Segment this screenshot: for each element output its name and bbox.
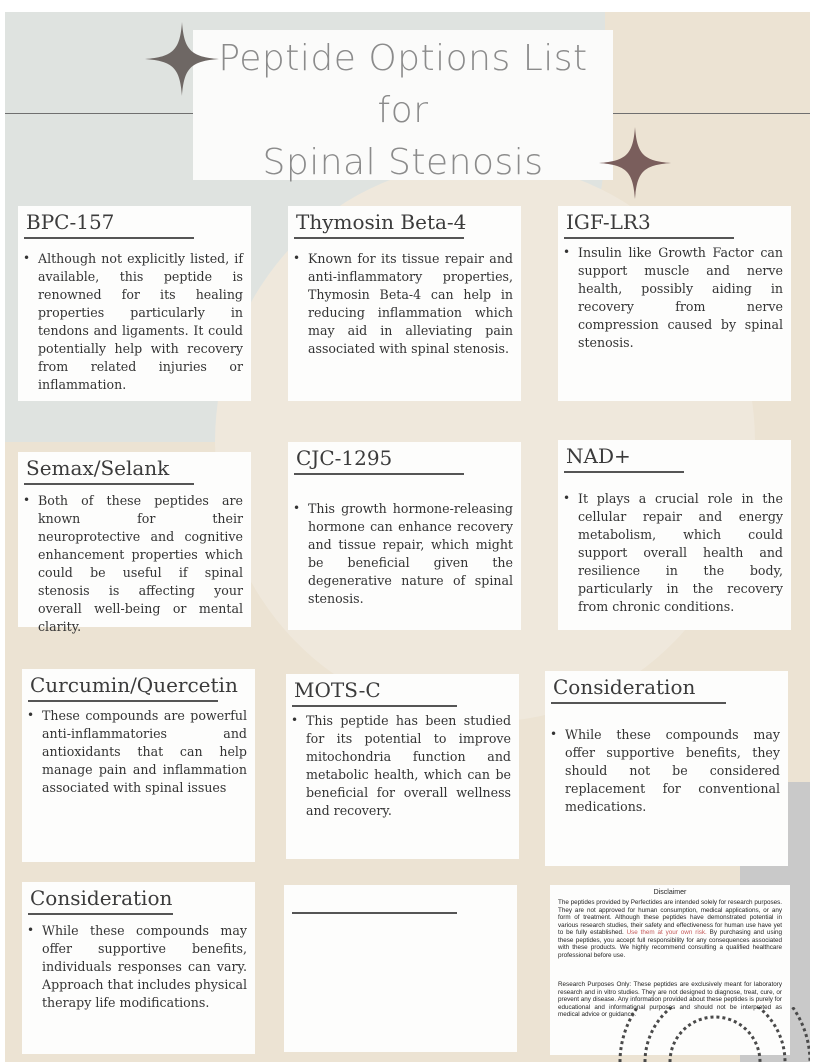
bullet-icon: • — [23, 251, 31, 265]
heading-underline — [28, 913, 173, 915]
heading-underline — [28, 700, 218, 702]
card-heading: Consideration — [553, 675, 696, 699]
bullet-icon: • — [291, 713, 299, 727]
peptide-card — [558, 440, 791, 630]
heading-underline — [294, 237, 464, 239]
heading-underline — [564, 471, 684, 473]
title-line-2: for — [377, 90, 429, 131]
card-text: • Although not explicitly listed, if available, this peptide is renowned for its healing properties particularly in tendons and ligaments. It could potentially help with recovery from related injuries or inflammation. — [23, 251, 243, 392]
four-point-star-icon — [599, 127, 671, 199]
card-text: • This peptide has been studied for its potential to improve mitochondria function and metabolic health, which can be beneficial for overall wellness and recovery. — [291, 713, 511, 818]
heading-underline — [292, 912, 457, 914]
consideration-card — [545, 671, 788, 866]
card-heading: BPC-157 — [26, 210, 115, 234]
card-heading: Curcumin/Quercetin — [30, 673, 238, 697]
bullet-icon: • — [293, 251, 301, 265]
title-line-1: Peptide Options List — [218, 38, 588, 79]
card-heading: NAD+ — [566, 444, 631, 468]
card-heading: Thymosin Beta-4 — [296, 210, 467, 234]
bullet-icon: • — [563, 491, 571, 505]
peptide-card — [22, 669, 255, 862]
card-heading: MOTS-C — [294, 678, 381, 702]
consideration-card — [22, 882, 255, 1054]
heading-underline — [292, 705, 457, 707]
disclaimer-paragraph: The peptides provided by Perfectides are intended solely for research purposes. They are not approved for human consumption, medical applications, or any form of treatment. Although these peptides have demonstrated potential in various research studies, their safety and effectiveness for human use have yet to be fully established. Use them at your own risk. By purchasing and using these peptides, you accept full responsibility for any consequences associated with these products. We highly recommend consulting a qualified healthcare professional before use. — [558, 899, 782, 959]
card-text: • While these compounds may offer supportive benefits, individuals responses can vary. Approach that includes physical therapy life modifications. — [27, 923, 247, 1010]
card-heading: Semax/Selank — [26, 456, 170, 480]
heading-underline — [24, 237, 194, 239]
peptide-card — [286, 674, 519, 859]
bullet-icon: • — [563, 245, 571, 259]
card-text: • These compounds are powerful anti-inflammatories and antioxidants that can help manage pain and inflammation associated with spinal issues — [27, 708, 247, 795]
card-text: • It plays a crucial role in the cellular repair and energy metabolism, which could support overall health and resilience in the body, particularly in the recovery from chronic conditions. — [563, 491, 783, 614]
peptide-card — [18, 206, 251, 401]
rainbow-arcs-decoration — [605, 1007, 810, 1062]
peptide-card — [558, 206, 791, 401]
card-text: • Both of these peptides are known for their neuroprotective and cognitive enhancement properties which could be useful if spinal stenosis is affecting your overall well-being or mental clarity. — [23, 493, 243, 634]
peptide-card — [288, 206, 521, 401]
four-point-star-icon — [145, 22, 219, 96]
card-text: • Insulin like Growth Factor can support muscle and nerve health, possibly aiding in recovery from nerve compression caused by spinal stenosis. — [563, 245, 783, 350]
bullet-icon: • — [27, 923, 35, 937]
card-text: • Known for its tissue repair and anti-inflammatory properties, Thymosin Beta-4 can help in reducing inflammation which may aid in alleviating pain associated with spinal stenosis. — [293, 251, 513, 356]
bullet-icon: • — [23, 493, 31, 507]
poster-page — [5, 12, 810, 1062]
card-heading: Consideration — [30, 886, 173, 910]
peptide-card — [288, 442, 521, 630]
card-text: • While these compounds may offer supportive benefits, they should not be considered replacement for conventional medications. — [550, 727, 780, 814]
heading-underline — [564, 237, 734, 239]
bullet-icon: • — [27, 708, 35, 722]
title-box — [193, 30, 613, 183]
card-text: • This growth hormone-releasing hormone can enhance recovery and tissue repair, which might be beneficial given the degenerative nature of spinal stenosis. — [293, 501, 513, 606]
disclaimer-heading: Disclaimer — [653, 889, 687, 896]
card-heading: CJC-1295 — [296, 446, 393, 470]
title-line-3: Spinal Stenosis — [262, 142, 544, 183]
peptide-card — [18, 452, 251, 634]
heading-underline — [551, 702, 726, 704]
bullet-icon: • — [293, 501, 301, 515]
disclaimer-paragraph: Research Purposes Only: These peptides are exclusively meant for laboratory research and in vitro studies. They are not designed to diagnose, treat, cure, or prevent any disease. Any information provided about these peptides is purely for educational and informational purposes and should not be interpreted as medical advice or guidance. — [558, 981, 782, 1018]
heading-underline — [24, 483, 194, 485]
empty-card — [284, 885, 517, 1052]
bullet-icon: • — [550, 727, 558, 741]
card-heading: IGF-LR3 — [566, 210, 651, 234]
heading-underline — [294, 473, 464, 475]
